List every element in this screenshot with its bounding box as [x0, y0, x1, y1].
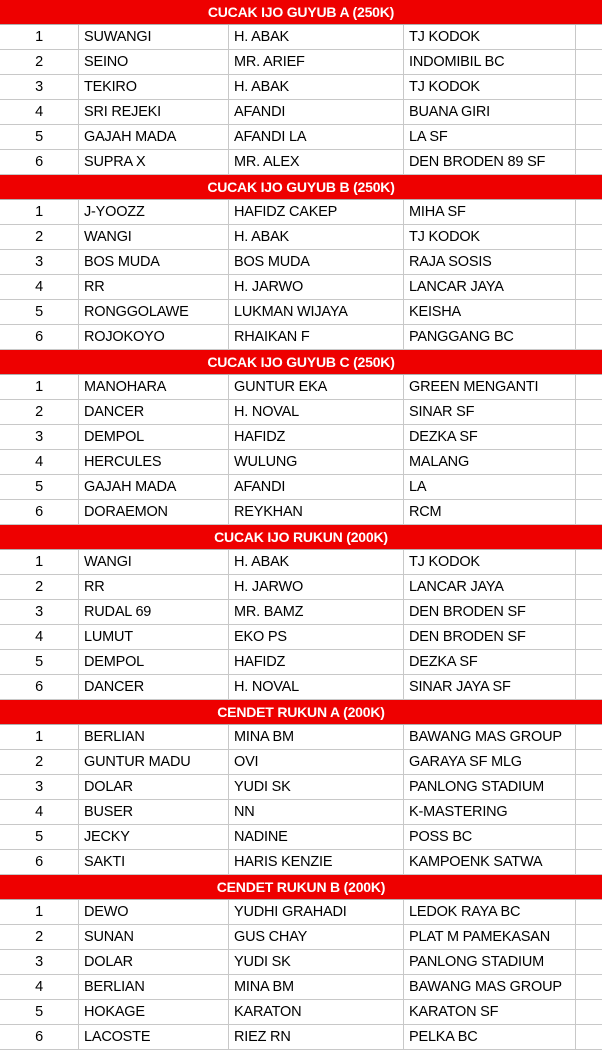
empty-cell[interactable]: [576, 475, 602, 499]
team-name-cell[interactable]: DEN BRODEN 89 SF: [404, 150, 576, 174]
team-name-cell[interactable]: GARAYA SF MLG: [404, 750, 576, 774]
empty-cell[interactable]: [576, 275, 602, 299]
empty-cell[interactable]: [576, 375, 602, 399]
team-name-cell[interactable]: LA: [404, 475, 576, 499]
empty-cell[interactable]: [576, 925, 602, 949]
rank-cell[interactable]: 3: [0, 600, 79, 624]
team-name-cell[interactable]: LA SF: [404, 125, 576, 149]
empty-cell[interactable]: [576, 750, 602, 774]
empty-cell[interactable]: [576, 325, 602, 349]
rank-cell[interactable]: 6: [0, 325, 79, 349]
team-name-cell[interactable]: BAWANG MAS GROUP: [404, 725, 576, 749]
team-name-cell[interactable]: KARATON SF: [404, 1000, 576, 1024]
rank-cell[interactable]: 1: [0, 900, 79, 924]
table-row: [0, 1025, 602, 1050]
bird-name-cell[interactable]: J-YOOZZ: [79, 200, 229, 224]
owner-name-cell[interactable]: MINA BM: [229, 725, 404, 749]
owner-name-cell[interactable]: MR. ALEX: [229, 150, 404, 174]
empty-cell[interactable]: [576, 600, 602, 624]
table-row: [0, 950, 602, 975]
team-name-cell[interactable]: SINAR SF: [404, 400, 576, 424]
table-row: [0, 1000, 602, 1025]
team-name-cell[interactable]: K-MASTERING: [404, 800, 576, 824]
rank-cell[interactable]: 6: [0, 500, 79, 524]
owner-name-cell[interactable]: AFANDI: [229, 100, 404, 124]
bird-name-cell[interactable]: BERLIAN: [79, 975, 229, 999]
rank-cell[interactable]: 1: [0, 200, 79, 224]
rank-cell[interactable]: 2: [0, 400, 79, 424]
team-name-cell[interactable]: PELKA BC: [404, 1025, 576, 1049]
owner-name-cell[interactable]: H. ABAK: [229, 75, 404, 99]
rank-cell[interactable]: 4: [0, 275, 79, 299]
rank-cell[interactable]: 2: [0, 575, 79, 599]
category-header[interactable]: CUCAK IJO GUYUB C (250K): [0, 350, 602, 375]
owner-name-cell[interactable]: NN: [229, 800, 404, 824]
table-row: [0, 550, 602, 575]
bird-name-cell[interactable]: SAKTI: [79, 850, 229, 874]
bird-name-cell[interactable]: GAJAH MADA: [79, 125, 229, 149]
rank-cell[interactable]: 4: [0, 800, 79, 824]
category-header[interactable]: CUCAK IJO GUYUB B (250K): [0, 175, 602, 200]
team-name-cell[interactable]: KAMPOENK SATWA: [404, 850, 576, 874]
owner-name-cell[interactable]: OVI: [229, 750, 404, 774]
table-row: [0, 675, 602, 700]
empty-cell[interactable]: [576, 425, 602, 449]
bird-name-cell[interactable]: DOLAR: [79, 775, 229, 799]
rank-cell[interactable]: 6: [0, 675, 79, 699]
rank-cell[interactable]: 4: [0, 975, 79, 999]
team-name-cell[interactable]: DEN BRODEN SF: [404, 625, 576, 649]
bird-name-cell[interactable]: WANGI: [79, 225, 229, 249]
bird-name-cell[interactable]: DOLAR: [79, 950, 229, 974]
rank-cell[interactable]: 3: [0, 950, 79, 974]
bird-name-cell[interactable]: SUPRA X: [79, 150, 229, 174]
rank-cell[interactable]: 2: [0, 750, 79, 774]
table-row: [0, 625, 602, 650]
rank-cell[interactable]: 5: [0, 300, 79, 324]
team-name-cell[interactable]: DEZKA SF: [404, 650, 576, 674]
table-row: [0, 200, 602, 225]
bird-name-cell[interactable]: DANCER: [79, 400, 229, 424]
owner-name-cell[interactable]: EKO PS: [229, 625, 404, 649]
table-row: [0, 475, 602, 500]
rank-cell[interactable]: 4: [0, 450, 79, 474]
rank-cell[interactable]: 6: [0, 850, 79, 874]
owner-name-cell[interactable]: BOS MUDA: [229, 250, 404, 274]
owner-name-cell[interactable]: MR. BAMZ: [229, 600, 404, 624]
table-row: [0, 425, 602, 450]
owner-name-cell[interactable]: HARIS KENZIE: [229, 850, 404, 874]
empty-cell[interactable]: [576, 150, 602, 174]
empty-cell[interactable]: [576, 200, 602, 224]
table-row: [0, 600, 602, 625]
team-name-cell[interactable]: SINAR JAYA SF: [404, 675, 576, 699]
category-header[interactable]: CENDET RUKUN A (200K): [0, 700, 602, 725]
empty-cell[interactable]: [576, 575, 602, 599]
rank-cell[interactable]: 2: [0, 925, 79, 949]
bird-name-cell[interactable]: ROJOKOYO: [79, 325, 229, 349]
rank-cell[interactable]: 4: [0, 100, 79, 124]
team-name-cell[interactable]: INDOMIBIL BC: [404, 50, 576, 74]
table-row: [0, 775, 602, 800]
table-row: [0, 75, 602, 100]
rank-cell[interactable]: 3: [0, 75, 79, 99]
bird-name-cell[interactable]: DEMPOL: [79, 650, 229, 674]
owner-name-cell[interactable]: RHAIKAN F: [229, 325, 404, 349]
bird-name-cell[interactable]: LACOSTE: [79, 1025, 229, 1049]
bird-name-cell[interactable]: DORAEMON: [79, 500, 229, 524]
table-row: [0, 25, 602, 50]
team-name-cell[interactable]: PANGGANG BC: [404, 325, 576, 349]
bird-name-cell[interactable]: RR: [79, 275, 229, 299]
table-row: [0, 250, 602, 275]
empty-cell[interactable]: [576, 775, 602, 799]
empty-cell[interactable]: [576, 50, 602, 74]
empty-cell[interactable]: [576, 1025, 602, 1049]
owner-name-cell[interactable]: GUS CHAY: [229, 925, 404, 949]
owner-name-cell[interactable]: WULUNG: [229, 450, 404, 474]
category-section: [0, 875, 602, 1050]
table-row: [0, 150, 602, 175]
bird-name-cell[interactable]: BUSER: [79, 800, 229, 824]
team-name-cell[interactable]: TJ KODOK: [404, 550, 576, 574]
team-name-cell[interactable]: BUANA GIRI: [404, 100, 576, 124]
rank-cell[interactable]: 5: [0, 1000, 79, 1024]
team-name-cell[interactable]: GREEN MENGANTI: [404, 375, 576, 399]
team-name-cell[interactable]: TJ KODOK: [404, 75, 576, 99]
team-name-cell[interactable]: DEN BRODEN SF: [404, 600, 576, 624]
bird-name-cell[interactable]: TEKIRO: [79, 75, 229, 99]
rank-cell[interactable]: 1: [0, 25, 79, 49]
rank-cell[interactable]: 2: [0, 50, 79, 74]
empty-cell[interactable]: [576, 725, 602, 749]
table-row: [0, 325, 602, 350]
table-row: [0, 650, 602, 675]
table-row: [0, 375, 602, 400]
owner-name-cell[interactable]: HAFIDZ: [229, 425, 404, 449]
category-section: [0, 0, 602, 175]
rank-cell[interactable]: 3: [0, 425, 79, 449]
rank-cell[interactable]: 1: [0, 550, 79, 574]
rank-cell[interactable]: 3: [0, 250, 79, 274]
team-name-cell[interactable]: MALANG: [404, 450, 576, 474]
owner-name-cell[interactable]: REYKHAN: [229, 500, 404, 524]
empty-cell[interactable]: [576, 225, 602, 249]
table-row: [0, 750, 602, 775]
bird-name-cell[interactable]: MANOHARA: [79, 375, 229, 399]
empty-cell[interactable]: [576, 100, 602, 124]
table-row: [0, 925, 602, 950]
bird-name-cell[interactable]: DEWO: [79, 900, 229, 924]
rank-cell[interactable]: 3: [0, 775, 79, 799]
bird-name-cell[interactable]: RUDAL 69: [79, 600, 229, 624]
team-name-cell[interactable]: POSS BC: [404, 825, 576, 849]
bird-name-cell[interactable]: SUWANGI: [79, 25, 229, 49]
empty-cell[interactable]: [576, 550, 602, 574]
table-row: [0, 800, 602, 825]
table-row: [0, 500, 602, 525]
category-section: [0, 350, 602, 525]
table-row: [0, 300, 602, 325]
rank-cell[interactable]: 5: [0, 650, 79, 674]
category-header[interactable]: CUCAK IJO RUKUN (200K): [0, 525, 602, 550]
rank-cell[interactable]: 1: [0, 375, 79, 399]
empty-cell[interactable]: [576, 125, 602, 149]
bird-name-cell[interactable]: LUMUT: [79, 625, 229, 649]
category-header[interactable]: CUCAK IJO GUYUB A (250K): [0, 0, 602, 25]
table-row: [0, 850, 602, 875]
empty-cell[interactable]: [576, 850, 602, 874]
team-name-cell[interactable]: KEISHA: [404, 300, 576, 324]
empty-cell[interactable]: [576, 950, 602, 974]
table-row: [0, 100, 602, 125]
bird-name-cell[interactable]: SRI REJEKI: [79, 100, 229, 124]
team-name-cell[interactable]: BAWANG MAS GROUP: [404, 975, 576, 999]
bird-name-cell[interactable]: SEINO: [79, 50, 229, 74]
empty-cell[interactable]: [576, 400, 602, 424]
table-row: [0, 400, 602, 425]
empty-cell[interactable]: [576, 300, 602, 324]
bird-name-cell[interactable]: BOS MUDA: [79, 250, 229, 274]
owner-name-cell[interactable]: H. ABAK: [229, 225, 404, 249]
table-row: [0, 275, 602, 300]
team-name-cell[interactable]: PANLONG STADIUM: [404, 950, 576, 974]
bird-name-cell[interactable]: JECKY: [79, 825, 229, 849]
owner-name-cell[interactable]: NADINE: [229, 825, 404, 849]
table-row: [0, 450, 602, 475]
team-name-cell[interactable]: LEDOK RAYA BC: [404, 900, 576, 924]
bird-name-cell[interactable]: RONGGOLAWE: [79, 300, 229, 324]
category-section: [0, 175, 602, 350]
owner-name-cell[interactable]: LUKMAN WIJAYA: [229, 300, 404, 324]
table-row: [0, 575, 602, 600]
rank-cell[interactable]: 4: [0, 625, 79, 649]
owner-name-cell[interactable]: MR. ARIEF: [229, 50, 404, 74]
empty-cell[interactable]: [576, 975, 602, 999]
bird-name-cell[interactable]: RR: [79, 575, 229, 599]
table-row: [0, 900, 602, 925]
team-name-cell[interactable]: PANLONG STADIUM: [404, 775, 576, 799]
owner-name-cell[interactable]: YUDI SK: [229, 775, 404, 799]
table-row: [0, 825, 602, 850]
team-name-cell[interactable]: MIHA SF: [404, 200, 576, 224]
empty-cell[interactable]: [576, 625, 602, 649]
owner-name-cell[interactable]: H. NOVAL: [229, 400, 404, 424]
empty-cell[interactable]: [576, 75, 602, 99]
owner-name-cell[interactable]: MINA BM: [229, 975, 404, 999]
team-name-cell[interactable]: DEZKA SF: [404, 425, 576, 449]
owner-name-cell[interactable]: GUNTUR EKA: [229, 375, 404, 399]
table-row: [0, 725, 602, 750]
bird-name-cell[interactable]: HERCULES: [79, 450, 229, 474]
bird-name-cell[interactable]: SUNAN: [79, 925, 229, 949]
rank-cell[interactable]: 5: [0, 125, 79, 149]
rank-cell[interactable]: 5: [0, 825, 79, 849]
empty-cell[interactable]: [576, 675, 602, 699]
team-name-cell[interactable]: LANCAR JAYA: [404, 275, 576, 299]
bird-name-cell[interactable]: BERLIAN: [79, 725, 229, 749]
rank-cell[interactable]: 6: [0, 1025, 79, 1049]
table-row: [0, 225, 602, 250]
rank-cell[interactable]: 5: [0, 475, 79, 499]
owner-name-cell[interactable]: HAFIDZ: [229, 650, 404, 674]
empty-cell[interactable]: [576, 1000, 602, 1024]
category-header[interactable]: CENDET RUKUN B (200K): [0, 875, 602, 900]
bird-name-cell[interactable]: DEMPOL: [79, 425, 229, 449]
empty-cell[interactable]: [576, 800, 602, 824]
empty-cell[interactable]: [576, 650, 602, 674]
rank-cell[interactable]: 1: [0, 725, 79, 749]
rank-cell[interactable]: 6: [0, 150, 79, 174]
team-name-cell[interactable]: RCM: [404, 500, 576, 524]
team-name-cell[interactable]: RAJA SOSIS: [404, 250, 576, 274]
owner-name-cell[interactable]: YUDI SK: [229, 950, 404, 974]
empty-cell[interactable]: [576, 250, 602, 274]
empty-cell[interactable]: [576, 450, 602, 474]
team-name-cell[interactable]: TJ KODOK: [404, 225, 576, 249]
empty-cell[interactable]: [576, 900, 602, 924]
bird-name-cell[interactable]: WANGI: [79, 550, 229, 574]
owner-name-cell[interactable]: H. JARWO: [229, 275, 404, 299]
category-section: [0, 700, 602, 875]
owner-name-cell[interactable]: H. NOVAL: [229, 675, 404, 699]
owner-name-cell[interactable]: H. JARWO: [229, 575, 404, 599]
empty-cell[interactable]: [576, 825, 602, 849]
owner-name-cell[interactable]: HAFIDZ CAKEP: [229, 200, 404, 224]
category-section: [0, 525, 602, 700]
bird-name-cell[interactable]: HOKAGE: [79, 1000, 229, 1024]
bird-name-cell[interactable]: DANCER: [79, 675, 229, 699]
empty-cell[interactable]: [576, 25, 602, 49]
bird-name-cell[interactable]: GUNTUR MADU: [79, 750, 229, 774]
table-row: [0, 50, 602, 75]
owner-name-cell[interactable]: RIEZ RN: [229, 1025, 404, 1049]
empty-cell[interactable]: [576, 500, 602, 524]
owner-name-cell[interactable]: YUDHI GRAHADI: [229, 900, 404, 924]
owner-name-cell[interactable]: AFANDI: [229, 475, 404, 499]
table-row: [0, 975, 602, 1000]
team-name-cell[interactable]: TJ KODOK: [404, 25, 576, 49]
rank-cell[interactable]: 2: [0, 225, 79, 249]
owner-name-cell[interactable]: KARATON: [229, 1000, 404, 1024]
team-name-cell[interactable]: LANCAR JAYA: [404, 575, 576, 599]
table-row: [0, 125, 602, 150]
bird-name-cell[interactable]: GAJAH MADA: [79, 475, 229, 499]
owner-name-cell[interactable]: H. ABAK: [229, 550, 404, 574]
team-name-cell[interactable]: PLAT M PAMEKASAN: [404, 925, 576, 949]
owner-name-cell[interactable]: AFANDI LA: [229, 125, 404, 149]
owner-name-cell[interactable]: H. ABAK: [229, 25, 404, 49]
